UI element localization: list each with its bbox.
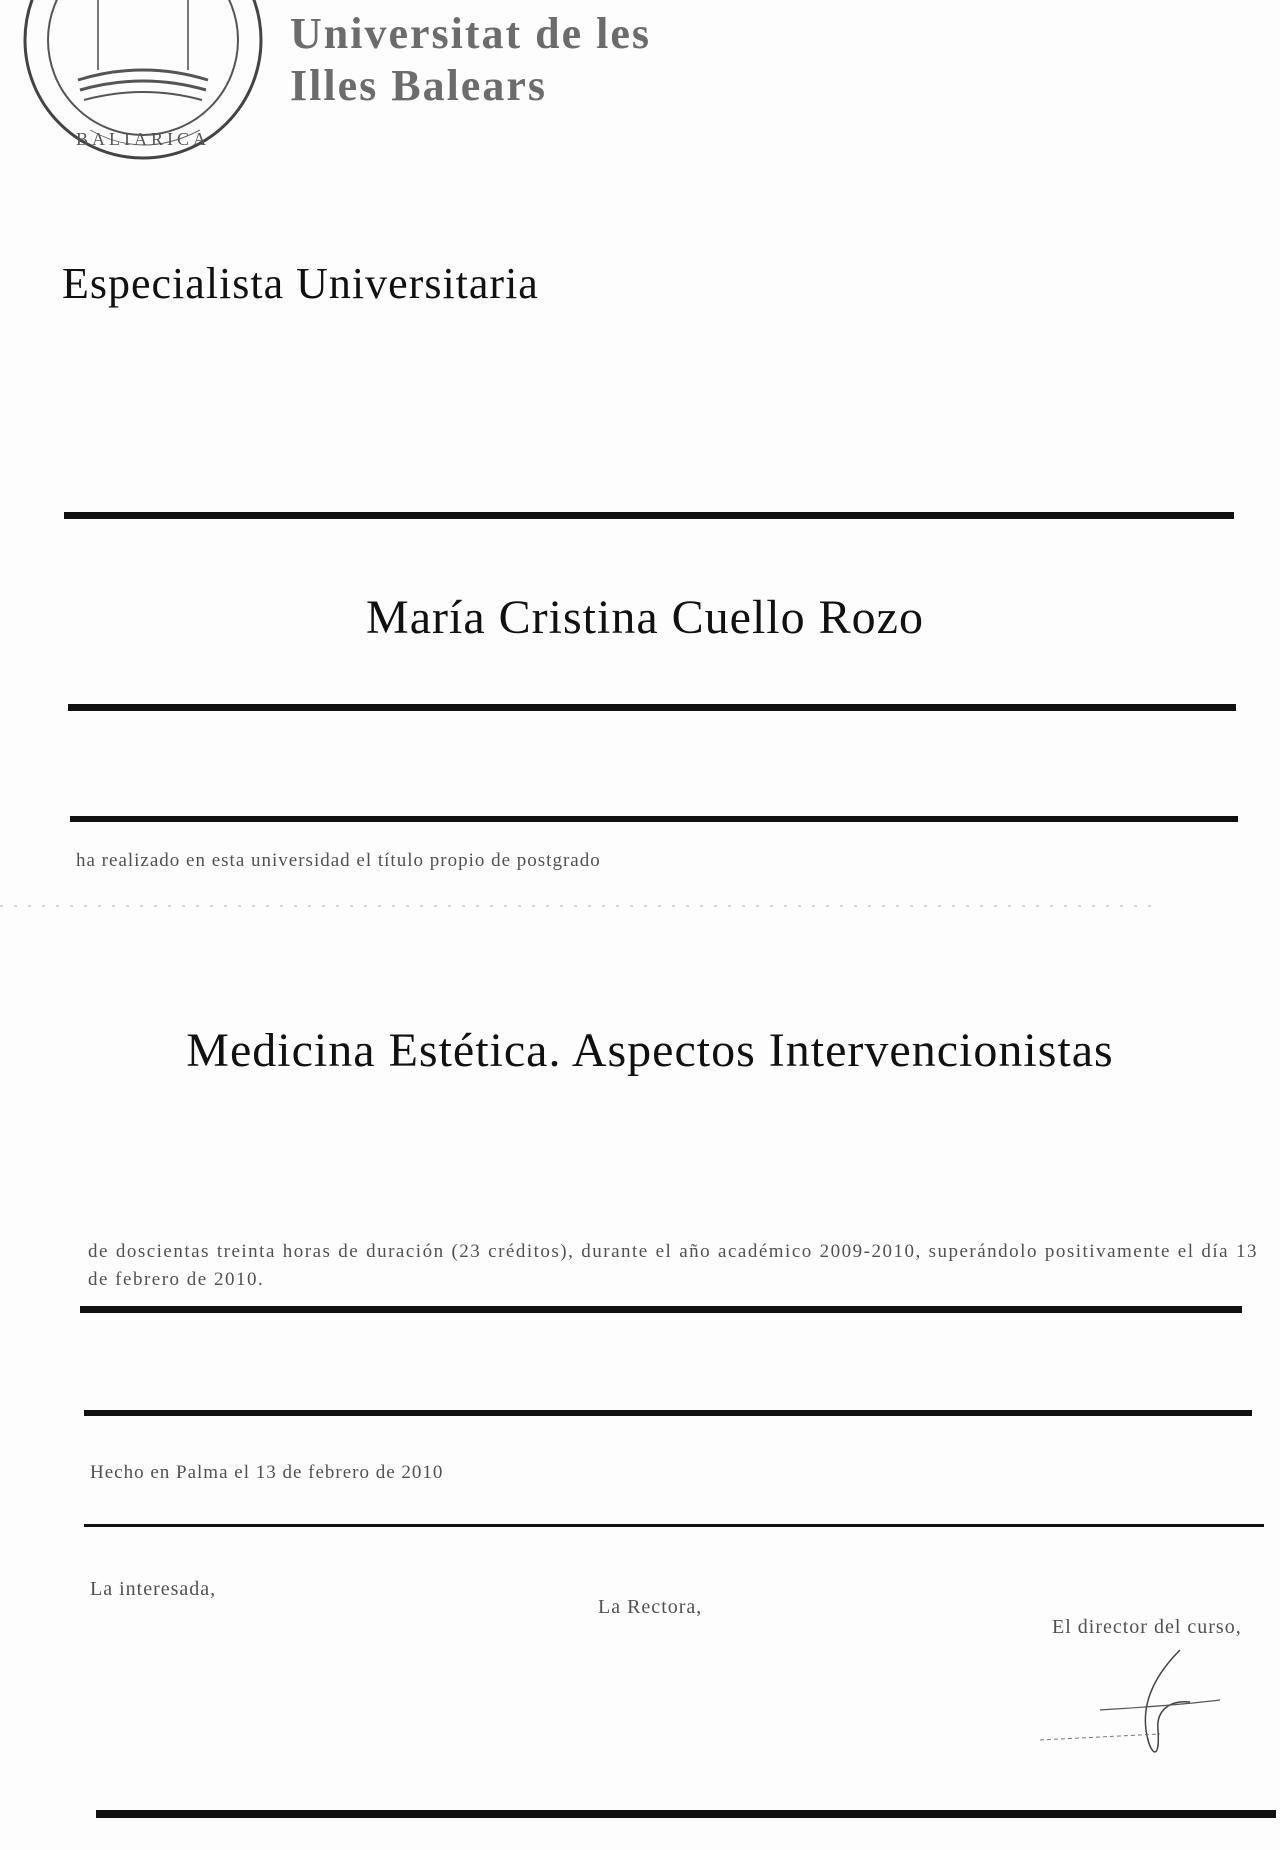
divider-rule [64,512,1234,519]
place-date-text: Hecho en Palma el 13 de febrero de 2010 [90,1462,444,1483]
intro-text: ha realizado en esta universidad el título propio de postgrado [76,850,601,871]
interested-signature-label: La interesada, [90,1578,217,1600]
divider-rule [68,704,1236,711]
scan-speckle-line [0,905,1160,907]
university-name [290,8,651,112]
university-seal-icon [18,0,268,180]
program-name: Medicina Estética. Aspectos Intervencionistas [186,1024,1114,1077]
course-details-text: de doscientas treinta horas de duración (23 créditos), durante el año académico 2009-2010, superándolo positivamente el día 13 de febrero de 2010. [88,1241,1258,1290]
divider-rule [84,1410,1252,1416]
rector-signature-label: La Rectora, [598,1596,703,1618]
university-name-line-2: Illes Balears [290,61,547,110]
director-signature-label: El director del curso, [1052,1616,1242,1638]
seal-lettering: BALIARICA [76,129,210,149]
certificate-title: Especialista Universitaria [62,259,539,308]
handwritten-signature-icon [1030,1640,1230,1770]
recipient-name: María Cristina Cuello Rozo [366,591,924,644]
university-name-line-1: Universitat de les [290,9,652,58]
divider-rule [84,1524,1264,1527]
divider-rule [70,816,1238,822]
divider-rule [80,1306,1242,1313]
divider-rule [96,1810,1276,1818]
